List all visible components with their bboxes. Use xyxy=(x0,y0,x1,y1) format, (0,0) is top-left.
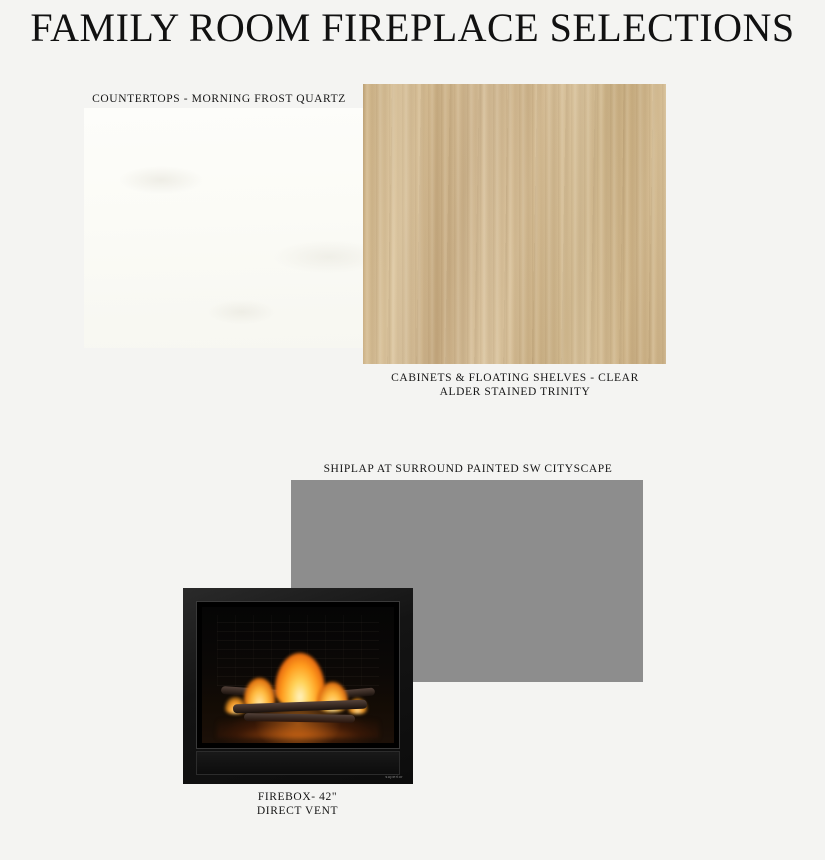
firebox-caption-line-1: FIREBOX- 42" xyxy=(257,791,338,803)
firebox-photo xyxy=(183,588,413,784)
cabinet-caption-line-1: CABINETS & FLOATING SHELVES - CLEAR xyxy=(391,372,639,384)
firebox-brandmark: superior xyxy=(385,774,403,779)
cabinet-wood-swatch xyxy=(363,84,666,364)
firebox-caption-line-2: DIRECT VENT xyxy=(256,805,339,817)
firebox-caption xyxy=(180,790,415,818)
cabinet-caption-line-2: ALDER STAINED TRINITY xyxy=(439,386,591,398)
firebox-inner-frame xyxy=(196,601,400,749)
cabinet-caption xyxy=(345,371,685,399)
page-title: FAMILY ROOM FIREPLACE SELECTIONS xyxy=(30,5,795,50)
shiplap-caption: SHIPLAP AT SURROUND PAINTED SW CITYSCAPE xyxy=(323,463,613,475)
countertop-caption: COUNTERTOPS - MORNING FROST QUARTZ xyxy=(92,93,346,105)
firebox-ember-bed xyxy=(217,719,378,738)
firebox-lower-vent-panel xyxy=(196,751,400,775)
firebox-glass xyxy=(202,607,394,743)
